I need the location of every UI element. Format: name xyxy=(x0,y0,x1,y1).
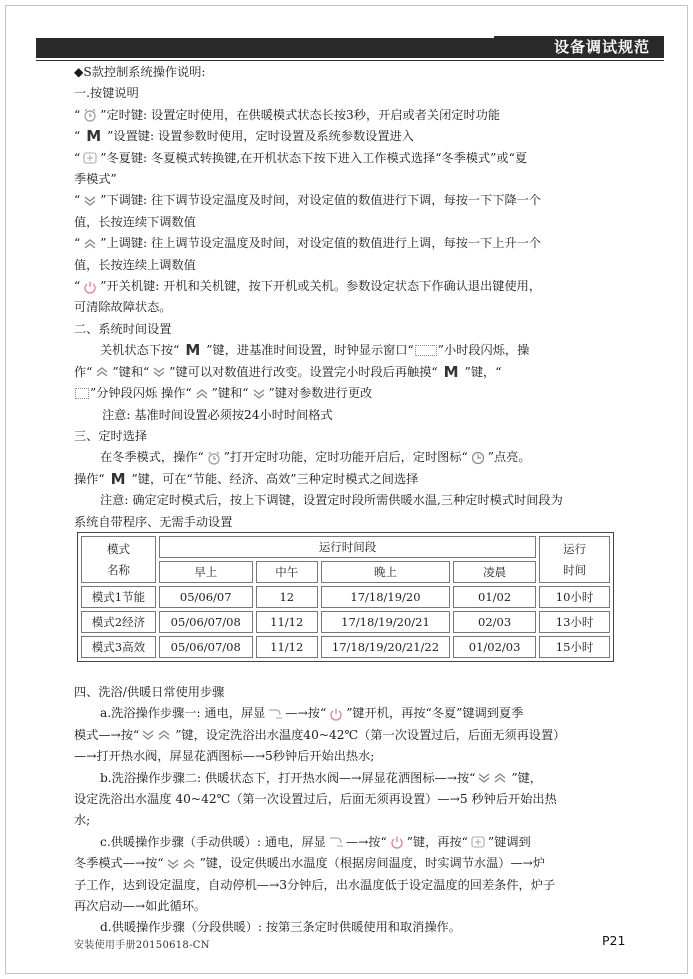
season-switch-icon xyxy=(470,835,486,849)
double-chevron-down-icon xyxy=(151,365,167,379)
section3-note-1: 注意: 确定定时模式后，按上下调键，设置定时段所需供暖水温,三种定时模式时间段为 xyxy=(100,493,563,508)
header-bar xyxy=(36,38,664,58)
double-chevron-up-icon xyxy=(194,387,210,401)
double-chevron-up-icon xyxy=(82,237,98,251)
power-key-line-2: 可清除故障状态。 xyxy=(74,300,172,315)
step-a-line-3: —→打开热水阀，屏显花洒图标—→5秒钟后开始出热水; xyxy=(74,749,375,764)
section3-note-2: 系统自带程序、无需手动设置 xyxy=(74,514,233,529)
power-key-line: “ ”开关机键: 开机和关机键，按下开机或关机。参数设定状态下作确认退出键使用， xyxy=(74,279,542,294)
table-subheader-evening: 晚上 xyxy=(321,561,450,583)
step-c-line-4: 再次启动—→如此循环。 xyxy=(74,899,207,914)
m-key-icon: M xyxy=(86,127,102,146)
header-rule xyxy=(36,60,664,61)
season-key-line-2: 季模式” xyxy=(74,172,117,187)
page-number: P21 xyxy=(602,933,626,948)
timer-key-line: “ ”定时键: 设置定时使用，在供暖模式状态长按3秒，开启或者关闭定时功能 xyxy=(74,107,501,122)
timer-icon xyxy=(470,451,486,465)
section2-para-1: 关机状态下按“ M ”键，进基准时间设置，时钟显示窗口“ ”小时段闪烁，操 xyxy=(74,340,622,361)
footer-doc-id: 安装使用手册20150618-CN xyxy=(74,940,210,951)
double-chevron-down-icon xyxy=(251,387,267,401)
table-row: 模式2经济 05/06/07/08 11/12 17/18/19/20/21 02/03 13小时 xyxy=(81,611,610,633)
alarm-clock-icon xyxy=(206,451,222,465)
power-icon xyxy=(328,707,344,721)
step-c-line-3: 子工作，达到设定温度，自动停机—→3分钟后，出水温度低于设定温度的回差条件，炉子 xyxy=(74,877,556,892)
up-down-keys-icon xyxy=(477,771,509,785)
set-key-line: “ M ”设置键: 设置参数时使用，定时设置及系统参数设置进入 xyxy=(74,126,622,147)
step-b-line-1: b.洗浴操作步骤二: 供暖状态下，打开热水阀—→屏显花洒图标—→按“ ”键， xyxy=(100,770,542,785)
down-key-line-2: 值，长按连续下调数值 xyxy=(74,214,196,229)
section1-title: 一.按键说明 xyxy=(74,86,139,101)
section2-para-3: ”分钟段闪烁 操作“ ”键和“ ”键对参数进行更改 xyxy=(74,383,622,404)
step-a-line-1: a.洗浴操作步骤一: 通电，屏显 —→按“ ”键开机，再按“冬夏”键调到夏季 xyxy=(100,706,524,721)
shower-icon xyxy=(267,707,283,721)
step-c-line-1: c.供暖操作步骤（手动供暖）: 通电，屏显 —→按“ ”键，再按“ ”键调到 xyxy=(100,834,531,849)
step-c-line-2: 冬季模式—→按“ ”键，设定供暖出水温度（根据房间温度，时实调节水温）—→炉 xyxy=(74,856,546,871)
table-header-period: 运行时间段 xyxy=(159,536,536,558)
season-key-line: “ ”冬夏键: 冬夏模式转换键,在开机状态下按下进入工作模式选择“冬季模式”或“夏 xyxy=(74,150,528,165)
shower-icon xyxy=(328,835,344,849)
table-subheader-noon: 中午 xyxy=(256,561,318,583)
section4-title: 四、洗浴/供暖日常使用步骤 xyxy=(74,685,225,699)
table-header-runtime: 运行 时间 xyxy=(539,536,610,583)
step-b-line-2: 设定洗浴出水温度 40~42℃（第一次设置过后，后面无须再设置）—→5 秒钟后开始出热 xyxy=(74,792,557,807)
power-icon xyxy=(82,280,98,294)
section3-para-2: 操作“ M ”键，可在“节能、经济、高效”三种定时模式之间选择 xyxy=(74,469,622,490)
intro-line: ◆S款控制系统操作说明: xyxy=(74,65,206,79)
section2-para-2: 作“ ”键和“ ”键可以对数值进行改变。设置完小时段后再触摸“ M ”键，“ xyxy=(74,362,622,383)
up-down-keys-icon xyxy=(141,728,173,742)
hour-segment-display-icon xyxy=(415,345,437,356)
section2-note: 注意: 基准时间设置必须按24小时时间格式 xyxy=(102,407,333,422)
section3-title: 三、定时选择 xyxy=(74,428,148,443)
season-switch-icon xyxy=(82,151,98,165)
m-key-icon: M xyxy=(185,341,201,360)
m-key-icon: M xyxy=(443,362,459,381)
table-header-mode: 模式 名称 xyxy=(81,536,156,583)
section4-content xyxy=(74,682,622,939)
up-key-line: “ ”上调键: 往上调节设定温度及时间，对设定值的数值进行上调，每按一下上升一个 xyxy=(74,236,542,251)
step-d-line: d.供暖操作步骤（分段供暖）: 按第三条定时供暖使用和取消操作。 xyxy=(100,920,461,935)
alarm-clock-icon xyxy=(82,108,98,122)
timer-mode-table xyxy=(77,532,614,662)
double-chevron-up-icon xyxy=(94,365,110,379)
table-subheader-dawn: 凌晨 xyxy=(453,561,536,583)
step-a-line-2: 模式—→按“ ”键，设定洗浴出水温度40~42℃（第一次设置过后，后面无须再设置） xyxy=(74,727,566,742)
power-icon xyxy=(389,835,405,849)
section3-para-1: 在冬季模式，操作“ ”打开定时功能，定时功能开启后，定时图标“ ”点亮。 xyxy=(100,450,531,465)
page-content xyxy=(74,62,622,533)
section2-title: 二、系统时间设置 xyxy=(74,321,172,336)
m-key-icon: M xyxy=(110,469,126,488)
up-down-keys-icon xyxy=(166,857,198,871)
down-key-line: “ ”下调键: 往下调节设定温度及时间，对设定值的数值进行下调，每按一下下降一个 xyxy=(74,193,542,208)
table-subheader-morning: 早上 xyxy=(159,561,253,583)
table-row: 模式3高效 05/06/07/08 11/12 17/18/19/20/21/22 01/02/03 15小时 xyxy=(81,636,610,658)
up-key-line-2: 值，长按连续上调数值 xyxy=(74,257,196,272)
double-chevron-down-icon xyxy=(82,194,98,208)
table-row: 模式1节能 05/06/07 12 17/18/19/20 01/02 10小时 xyxy=(81,586,610,608)
step-b-line-3: 水; xyxy=(74,813,91,828)
page-title: 设备调试规范 xyxy=(494,36,664,58)
minute-segment-display-icon xyxy=(75,388,89,399)
